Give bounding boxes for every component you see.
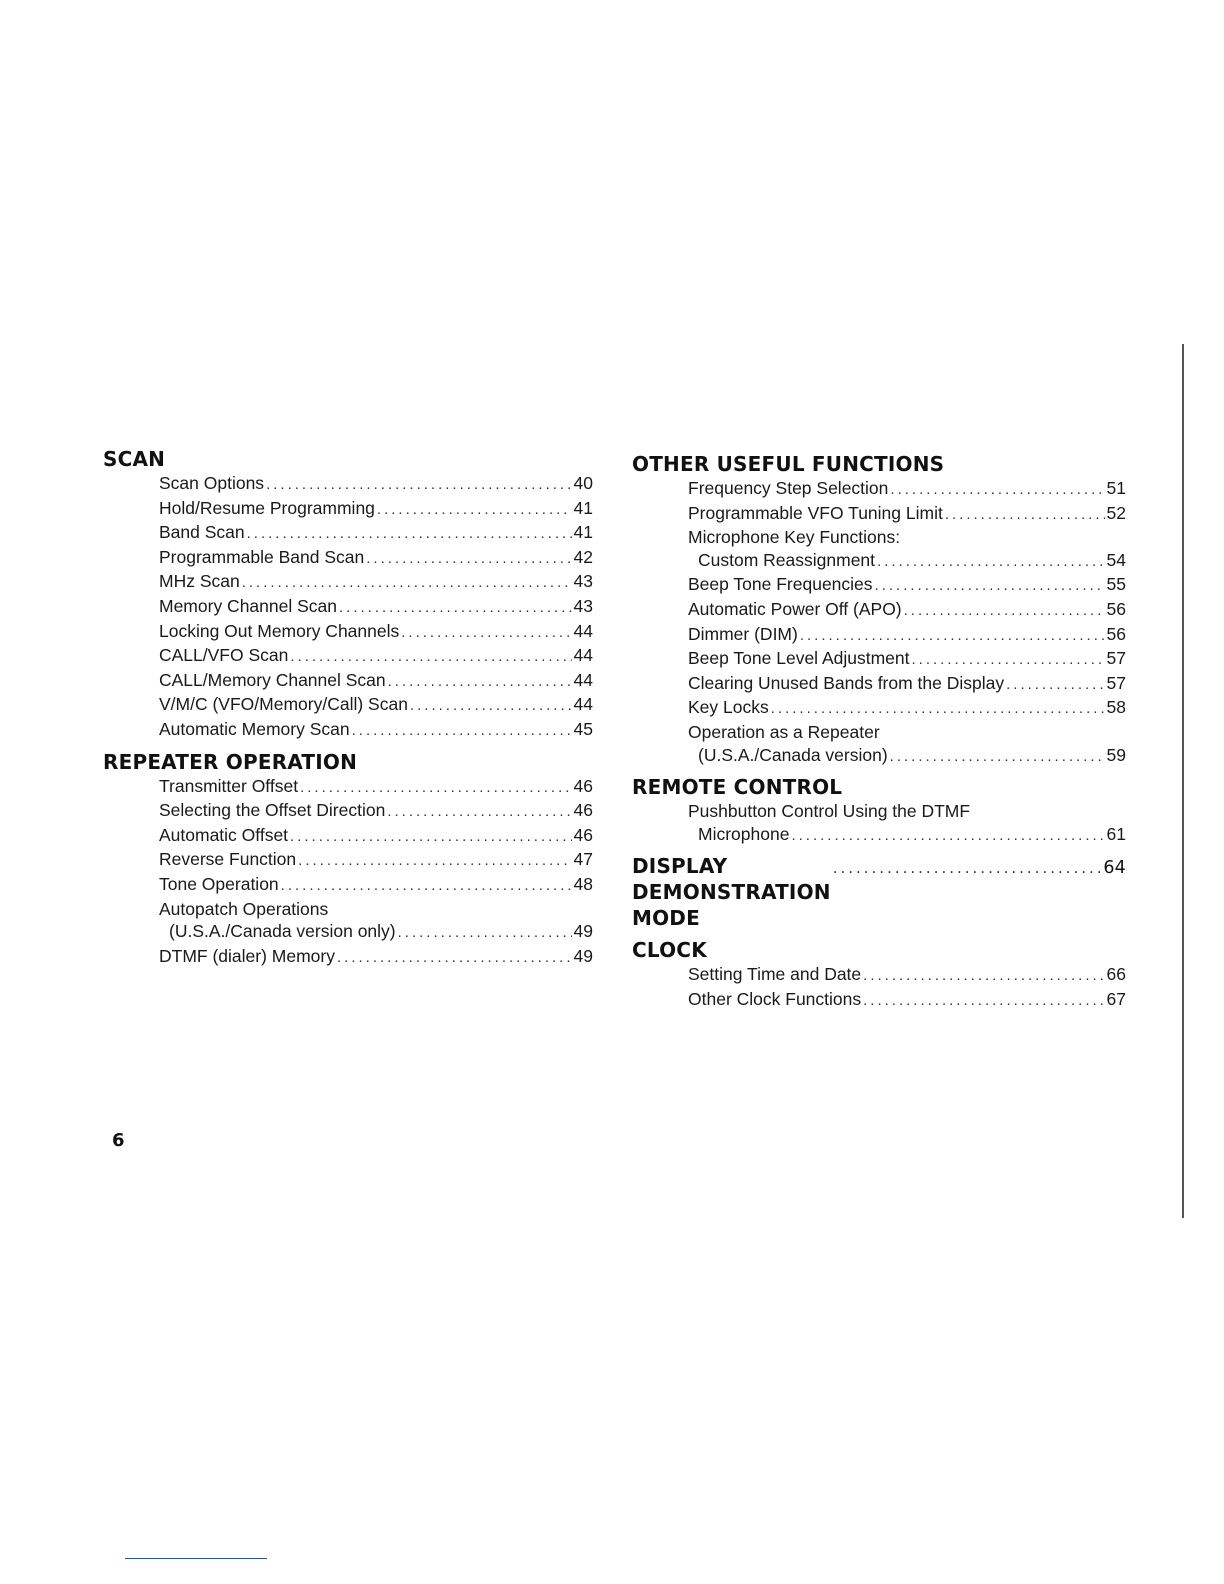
entry-label: Memory Channel Scan	[159, 595, 337, 616]
dot-leader	[401, 622, 571, 645]
toc-entry[interactable]	[159, 644, 593, 669]
toc-entry[interactable]	[688, 672, 1126, 697]
entry-label: DTMF (dialer) Memory	[159, 945, 335, 966]
section-heading-display-demonstration-mode: DISPLAY DEMONSTRATION MODE	[632, 854, 831, 931]
dot-leader	[266, 474, 571, 497]
entry-label: Beep Tone Level Adjustment	[688, 648, 910, 669]
entry-page: 57	[1106, 672, 1126, 693]
entry-label: Programmable Band Scan	[159, 546, 365, 567]
dot-leader	[300, 777, 571, 800]
entry-label: Beep Tone Frequencies	[688, 574, 873, 595]
entry-page: 44	[573, 620, 593, 641]
toc-entry[interactable]	[159, 546, 593, 571]
entry-page: 66	[1106, 964, 1126, 985]
entry-page: 43	[573, 571, 593, 592]
entry-label: Microphone	[698, 823, 790, 844]
entry-page: 43	[573, 595, 593, 616]
dot-leader	[890, 479, 1104, 502]
dot-leader	[800, 625, 1105, 648]
toc-entry[interactable]	[688, 573, 1126, 598]
dot-leader	[904, 600, 1105, 623]
repeater-entries	[103, 775, 593, 970]
dot-leader	[912, 649, 1105, 672]
dot-leader	[398, 922, 572, 945]
toc-entry[interactable]	[159, 824, 593, 849]
toc-entry[interactable]	[688, 502, 1126, 527]
toc-entry[interactable]	[159, 848, 593, 873]
entry-label: Reverse Function	[159, 849, 297, 870]
dot-leader	[890, 746, 1105, 769]
clock-entries	[632, 963, 1126, 1012]
entry-page: 64	[1103, 858, 1126, 879]
entry-page: 56	[1106, 623, 1126, 644]
entry-page: 46	[573, 800, 593, 821]
section-remote-control	[632, 774, 1126, 847]
dot-leader	[242, 572, 572, 595]
entry-label: Key Locks	[688, 697, 769, 718]
entry-page: 44	[573, 669, 593, 690]
section-scan	[103, 446, 593, 743]
entry-page: 59	[1106, 744, 1126, 765]
entry-label: Other Clock Functions	[688, 988, 862, 1009]
dot-leader	[945, 504, 1105, 527]
entry-label: MHz Scan	[159, 571, 240, 592]
entry-page: 41	[573, 522, 593, 543]
entry-label: Automatic Memory Scan	[159, 718, 350, 739]
toc-entry-group-label: Pushbutton Control Using the DTMF	[688, 801, 971, 822]
entry-label: Transmitter Offset	[159, 775, 299, 796]
entry-label: Tone Operation	[159, 873, 279, 894]
toc-entry[interactable]	[159, 945, 593, 970]
dot-leader	[877, 551, 1105, 574]
toc-entry[interactable]	[688, 477, 1126, 502]
entry-label: Scan Options	[159, 473, 265, 493]
section-heading-scan: SCAN	[103, 447, 166, 471]
toc-entry[interactable]	[159, 873, 593, 898]
entry-page: 52	[1106, 502, 1126, 523]
entry-label: Hold/Resume Programming	[159, 497, 375, 518]
dot-leader	[387, 801, 571, 824]
toc-entry[interactable]	[688, 963, 1126, 988]
dot-leader	[281, 875, 572, 898]
entry-label: CALL/VFO Scan	[159, 645, 289, 666]
toc-entry[interactable]	[688, 696, 1126, 721]
toc-entry[interactable]	[688, 598, 1126, 623]
entry-page: 42	[573, 546, 593, 567]
section-heading-remote-control: REMOTE CONTROL	[632, 775, 843, 800]
toc-entry-group-label: Operation as a Repeater	[688, 721, 880, 742]
entry-label: Selecting the Offset Direction	[159, 800, 386, 821]
toc-entry[interactable]	[159, 799, 593, 824]
toc-entry[interactable]	[159, 472, 593, 497]
dot-leader	[247, 523, 572, 546]
dot-leader	[377, 499, 572, 522]
section-heading-repeater-operation: REPEATER OPERATION	[103, 749, 358, 774]
entry-page: 49	[573, 921, 593, 942]
section-clock	[632, 937, 1126, 1012]
dot-leader	[791, 825, 1104, 848]
toc-entry-group-label: Autopatch Operations	[159, 898, 329, 919]
toc-entry[interactable]	[688, 647, 1126, 672]
binding-edge-rule	[1182, 344, 1184, 1218]
toc-entry[interactable]	[688, 744, 1126, 769]
dot-leader	[337, 947, 572, 970]
dot-leader	[875, 575, 1105, 598]
section-other-useful-functions	[632, 451, 1126, 768]
entry-page: 51	[1106, 478, 1126, 498]
entry-page: 54	[1106, 549, 1126, 570]
entry-page: 49	[573, 945, 593, 966]
toc-entry[interactable]	[688, 549, 1126, 574]
entry-page: 45	[573, 718, 593, 739]
section-repeater-operation	[103, 749, 593, 970]
dot-leader	[366, 548, 571, 571]
scan-entries	[103, 472, 593, 743]
toc-entry[interactable]	[159, 775, 593, 800]
dot-leader	[339, 597, 572, 620]
entry-label: Automatic Power Off (APO)	[688, 598, 902, 619]
entry-page: 57	[1106, 648, 1126, 669]
section-display-demonstration-mode	[632, 853, 1126, 931]
toc-entry[interactable]	[159, 595, 593, 620]
toc-entry[interactable]	[159, 570, 593, 595]
toc-entry-display-demonstration-mode[interactable]	[632, 853, 1126, 931]
toc-entry[interactable]	[159, 718, 593, 743]
entry-label: Setting Time and Date	[688, 964, 862, 985]
toc-entry[interactable]	[688, 988, 1126, 1013]
toc-entry[interactable]	[159, 521, 593, 546]
section-heading-clock: CLOCK	[632, 938, 707, 963]
entry-label: (U.S.A./Canada version only)	[169, 921, 396, 942]
entry-label: Clearing Unused Bands from the Display	[688, 672, 1005, 693]
entry-label: V/M/C (VFO/Memory/Call) Scan	[159, 694, 408, 715]
entry-page: 55	[1106, 574, 1126, 595]
entry-label: Custom Reassignment	[698, 549, 876, 570]
dot-leader	[771, 698, 1105, 721]
entry-page: 46	[573, 775, 593, 796]
entry-page: 48	[573, 873, 593, 894]
entry-page: 40	[573, 473, 593, 493]
dot-leader	[352, 720, 572, 743]
toc-entry[interactable]	[159, 669, 593, 694]
bottom-divider	[125, 1558, 267, 1559]
page-number: 6	[112, 1130, 125, 1151]
entry-label: Locking Out Memory Channels	[159, 620, 400, 641]
entry-page: 61	[1106, 823, 1126, 844]
dot-leader	[1006, 674, 1104, 697]
dot-leader	[863, 965, 1104, 988]
entry-page: 67	[1106, 988, 1126, 1009]
entry-label: (U.S.A./Canada version)	[698, 744, 888, 765]
entry-page: 58	[1106, 697, 1126, 718]
entry-page: 44	[573, 645, 593, 666]
dot-leader	[298, 850, 571, 873]
entry-label: Band Scan	[159, 522, 245, 543]
entry-page: 41	[573, 497, 593, 518]
entry-page: 47	[573, 849, 593, 870]
toc-left-column	[103, 446, 593, 975]
entry-label: Frequency Step Selection	[688, 478, 889, 498]
dot-leader	[388, 671, 572, 694]
entry-page: 46	[573, 824, 593, 845]
entry-label: Automatic Offset	[159, 824, 289, 845]
dot-leader	[290, 646, 571, 669]
entry-page: 56	[1106, 598, 1126, 619]
section-heading-other-useful-functions: OTHER USEFUL FUNCTIONS	[632, 452, 945, 476]
remote-entries	[632, 800, 1126, 847]
toc-right-column	[632, 451, 1126, 1019]
entry-label: Programmable VFO Tuning Limit	[688, 502, 943, 523]
dot-leader	[863, 990, 1104, 1013]
other-entries	[632, 477, 1126, 768]
toc-entry-group-label: Microphone Key Functions:	[688, 527, 901, 548]
entry-page: 44	[573, 694, 593, 715]
toc-entry[interactable]	[159, 693, 593, 718]
dot-leader	[833, 855, 1102, 881]
toc-entry[interactable]	[159, 920, 593, 945]
toc-entry[interactable]	[159, 497, 593, 522]
entry-label: Dimmer (DIM)	[688, 623, 798, 644]
toc-entry[interactable]	[159, 620, 593, 645]
toc-entry[interactable]	[688, 623, 1126, 648]
toc-entry[interactable]	[688, 823, 1126, 848]
dot-leader	[290, 826, 571, 849]
dot-leader	[410, 695, 572, 718]
entry-label: CALL/Memory Channel Scan	[159, 669, 386, 690]
